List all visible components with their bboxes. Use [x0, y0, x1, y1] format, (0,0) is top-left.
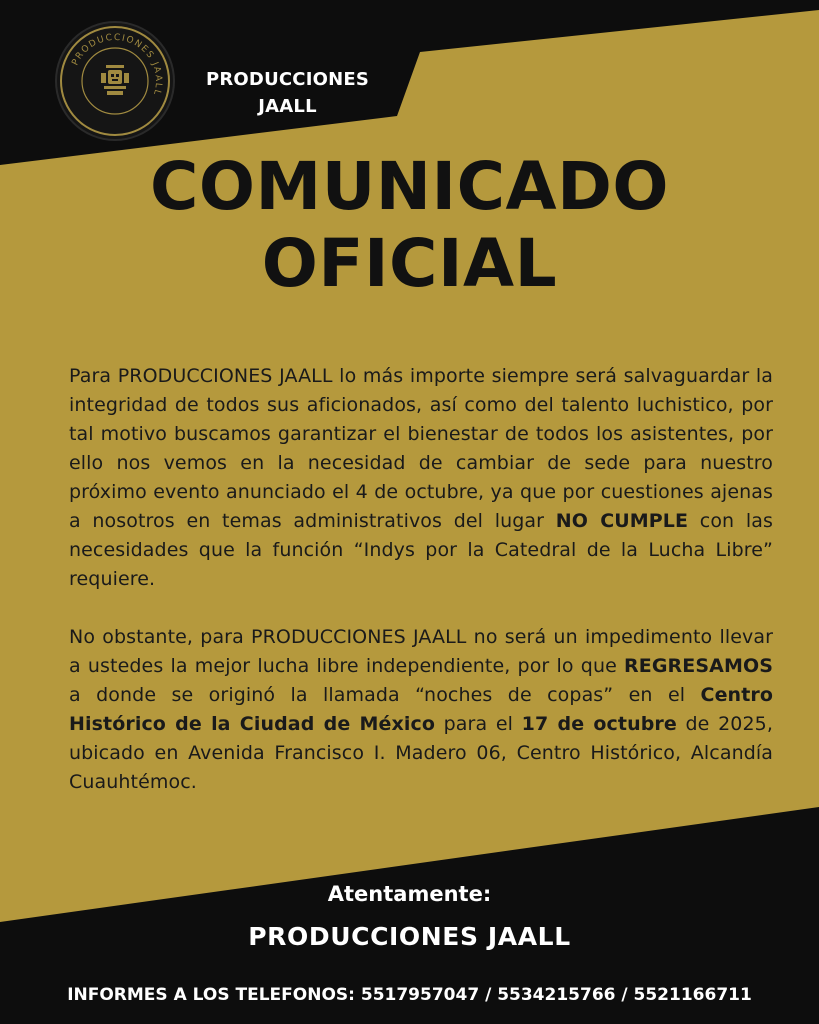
page-title	[0, 148, 819, 302]
title-line-2: OFICIAL	[261, 225, 558, 302]
brand-name	[185, 66, 390, 120]
p2-text-3: para el	[435, 713, 522, 735]
p2-bold-3: 17 de octubre	[521, 713, 677, 735]
brand-line-2: JAALL	[258, 96, 317, 117]
p2-bold-2: Centro Histórico de la Ciudad de México	[69, 684, 773, 735]
logo-ring-text: PRODUCCIONES JAALL	[70, 32, 164, 98]
p2-text-2: a donde se originó la llamada “noches de copas” en el	[69, 684, 701, 706]
p1-text-1: Para PRODUCCIONES JAALL lo más importe siempre será salvaguardar la integridad de todos sus aficionados, así como del talento luchistico, por tal motivo buscamos garantizar el bienestar de todos los asistentes, por ello nos vemos en la necesidad de cambiar de sede para nuestro próximo evento anunciado el 4 de octubre, ya que por cuestiones ajenas a nosotros en temas administrativos del lugar	[69, 365, 773, 532]
p2-bold-1: REGRESAMOS	[624, 655, 773, 677]
paragraph-1	[69, 362, 773, 594]
brand-line-1: PRODUCCIONES	[205, 69, 370, 90]
contact-phones: INFORMES A LOS TELEFONOS: 5517957047 / 5534215766 / 5521166711	[67, 985, 752, 1005]
signoff-label: Atentamente:	[327, 882, 492, 906]
p2-text-1: No obstante, para PRODUCCIONES JAALL no será un impedimento llevar a ustedes la mejor lucha libre independiente, por lo que	[69, 626, 773, 677]
logo-emblem	[57, 23, 173, 139]
signature-org: PRODUCCIONES JAALL	[248, 922, 571, 951]
logo-badge	[57, 23, 173, 139]
p1-text-2: con las necesidades que la función “Indys por la Catedral de la Lucha Libre” requiere.	[69, 510, 773, 590]
paragraph-2	[69, 623, 773, 797]
p2-text-4: de 2025, ubicado en Avenida Francisco I. Madero 06, Centro Histórico, Alcandía Cuauhtémoc.	[69, 713, 773, 793]
p1-bold-1: NO CUMPLE	[555, 510, 689, 532]
title-line-1: COMUNICADO	[149, 148, 669, 225]
announcement-body	[69, 362, 773, 797]
